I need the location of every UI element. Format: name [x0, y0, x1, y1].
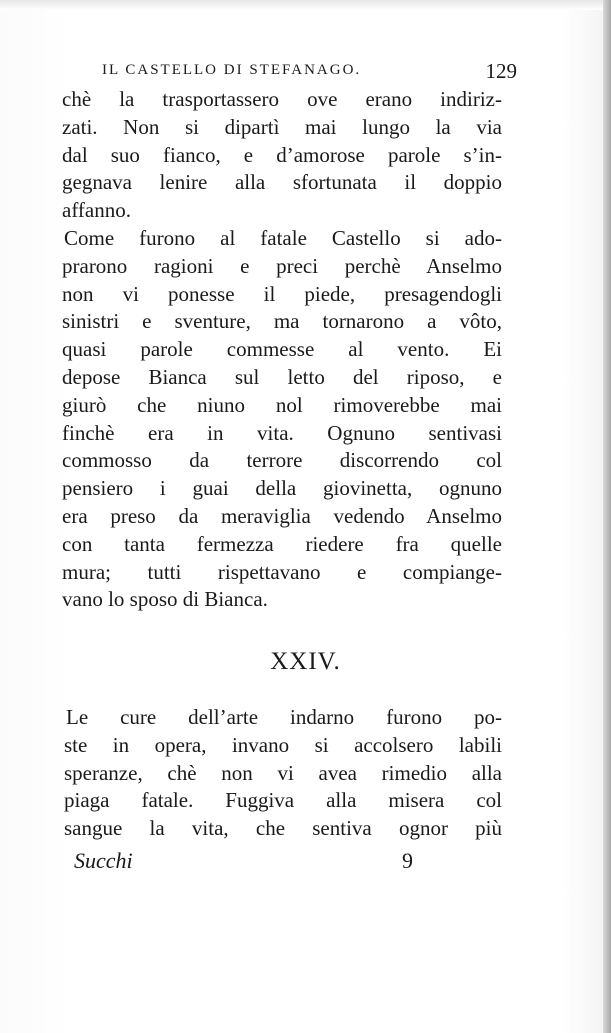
- text-line: era preso da meraviglia vedendo Anselmo: [62, 503, 502, 528]
- text-line: Come furono al fatale Castello si ado-: [64, 225, 502, 250]
- signature-name: Succhi: [74, 848, 133, 873]
- text-line: chè la trasportassero ove erano indiriz-: [62, 87, 502, 111]
- text-line: ste in opera, invano si accolsero labili: [64, 732, 502, 757]
- running-head: [102, 59, 517, 86]
- text-line: pensiero i guai della giovinetta, ognuno: [62, 476, 502, 501]
- text-line: sangue la vita, che sentiva ognor più: [64, 816, 502, 841]
- text-line: Le cure dell’arte indarno furono po-: [66, 705, 502, 729]
- text-line: con tanta fermezza riedere fra quelle: [62, 531, 502, 556]
- chapter-body-text: [64, 704, 502, 843]
- page-edge: [603, 0, 611, 1033]
- page-number: 129: [485, 59, 517, 83]
- chapter-heading: XXIV.: [270, 648, 341, 675]
- text-line: gegnava lenire alla sfortunata il doppio: [62, 170, 502, 195]
- signature-mark: 9: [402, 848, 413, 873]
- text-line: mura; tutti rispettavano e compiange-: [62, 559, 502, 584]
- page-footer: [74, 848, 424, 878]
- text-line: giurò che niuno nol rimoverebbe mai: [62, 392, 502, 417]
- running-title: IL CASTELLO DI STEFANAGO.: [102, 62, 362, 78]
- text-line: prarono ragioni e preci perchè Anselmo: [62, 253, 502, 278]
- text-line: non vi ponesse il piede, presagendogli: [62, 281, 502, 306]
- text-line: commosso da terrore discorrendo col: [62, 448, 502, 473]
- text-line: dal suo fianco, e d’amorose parole s’in-: [62, 142, 502, 167]
- text-line: depose Bianca sul letto del riposo, e: [62, 364, 502, 389]
- text-line: sinistri e sventure, ma tornarono a vôto,: [62, 309, 502, 334]
- text-line: zati. Non si dipartì mai lungo la via: [62, 114, 502, 139]
- text-line: finchè era in vita. Ognuno sentivasi: [62, 420, 502, 445]
- text-line: piaga fatale. Fuggiva alla misera col: [64, 788, 502, 813]
- text-line: speranze, chè non vi avea rimedio alla: [64, 760, 502, 785]
- text-line: affanno.: [62, 198, 131, 223]
- body-text: [62, 86, 502, 614]
- text-line: vano lo sposo di Bianca.: [62, 587, 268, 612]
- text-line: quasi parole commesse al vento. Ei: [62, 337, 502, 362]
- top-shadow: [0, 0, 611, 10]
